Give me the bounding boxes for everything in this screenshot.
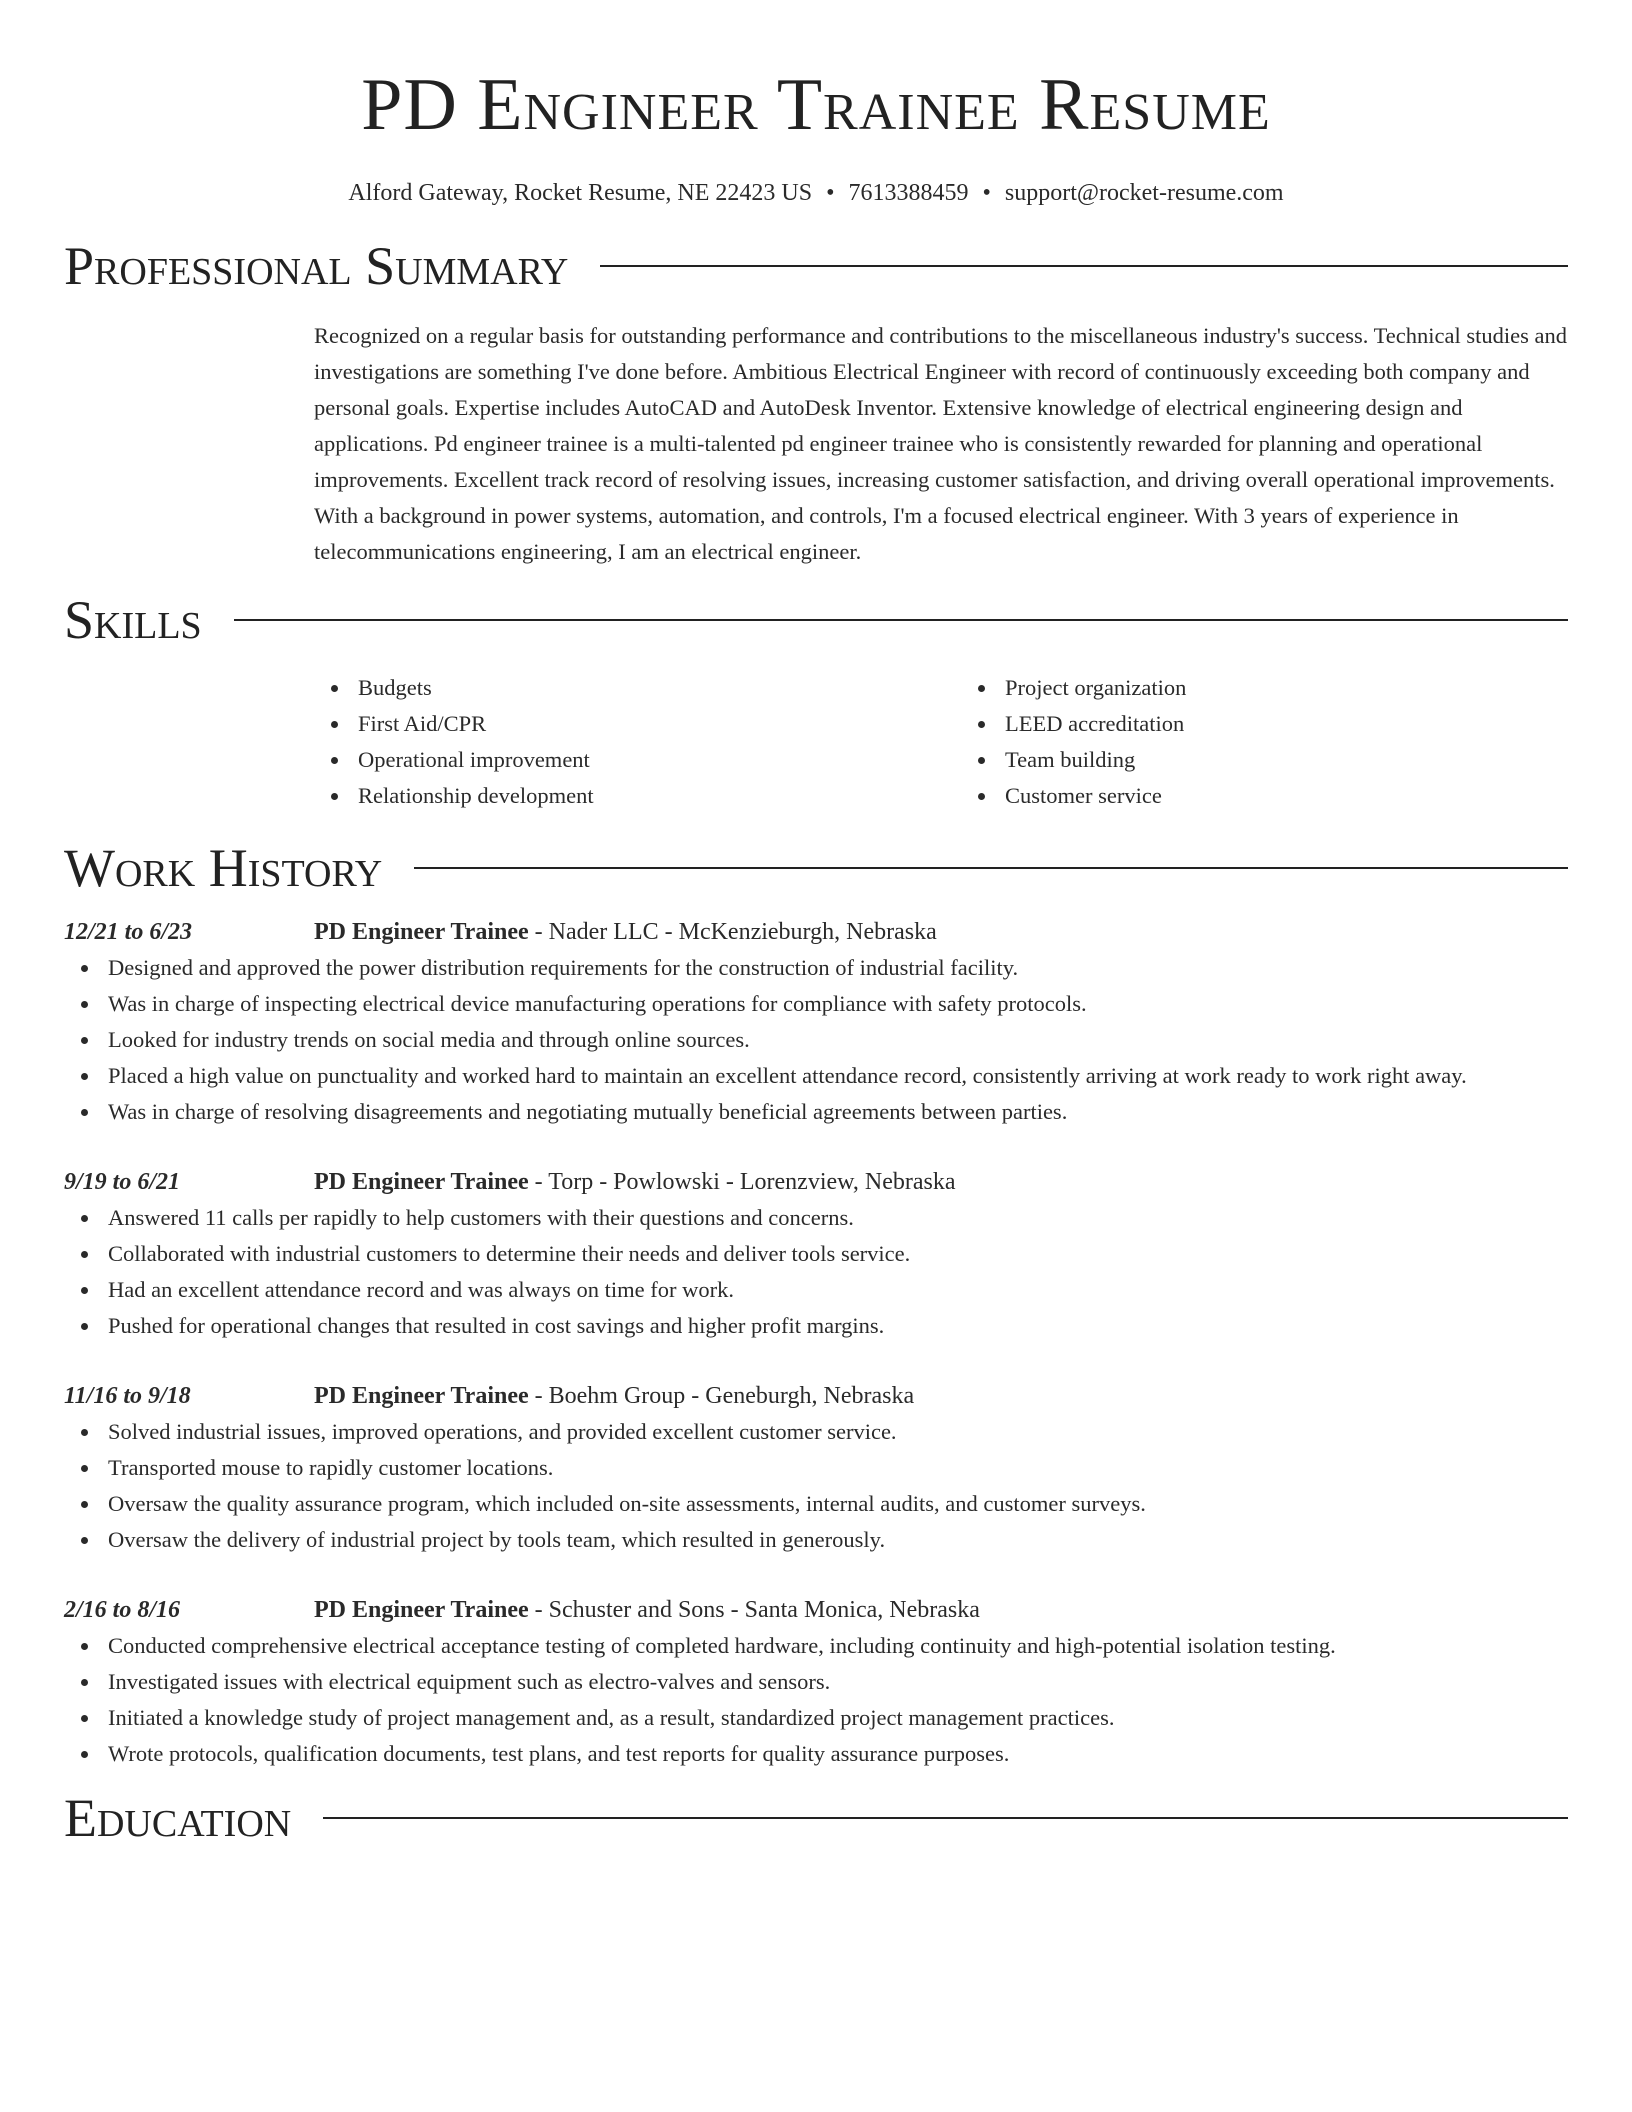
job-bullet: Investigated issues with electrical equipment such as electro-valves and sensors.	[108, 1664, 1568, 1700]
job-bullet: Initiated a knowledge study of project management and, as a result, standardized project management practices.	[108, 1700, 1568, 1736]
skill-item: Project organization	[1005, 670, 1568, 706]
job-entry	[64, 1164, 1568, 1344]
resume-name: PD Engineer Trainee Resume	[361, 64, 1271, 146]
job-title: PD Engineer Trainee	[314, 1169, 529, 1195]
job-bullet: Placed a high value on punctuality and worked hard to maintain an excellent attendance record, consistently arriving at work ready to work right away.	[108, 1058, 1568, 1094]
job-bullet: Was in charge of inspecting electrical device manufacturing operations for compliance with safety protocols.	[108, 986, 1568, 1022]
education-title: Education	[64, 1788, 292, 1848]
skills-section	[64, 590, 1568, 814]
contact-separator: •	[982, 180, 991, 206]
skill-item: Budgets	[358, 670, 921, 706]
work-heading	[64, 838, 1568, 898]
contact-email: support@rocket-resume.com	[1004, 180, 1284, 206]
job-details: - Nader LLC - McKenzieburgh, Nebraska	[528, 919, 937, 945]
resume-header	[64, 0, 1568, 208]
job-bullets	[64, 1628, 1568, 1772]
job-dates: 11/16 to 9/18	[64, 1383, 191, 1409]
job-bullet: Conducted comprehensive electrical acceptance testing of completed hardware, including continuity and high-potential isolation testing.	[108, 1628, 1568, 1664]
job-heading	[314, 1378, 1568, 1414]
job-bullet: Pushed for operational changes that resulted in cost savings and higher profit margins.	[108, 1308, 1568, 1344]
skill-item: Customer service	[1005, 778, 1568, 814]
job-bullet: Transported mouse to rapidly customer locations.	[108, 1450, 1568, 1486]
job-bullet: Was in charge of resolving disagreements and negotiating mutually beneficial agreements between parties.	[108, 1094, 1568, 1130]
skills-title: Skills	[64, 590, 202, 650]
work-title: Work History	[64, 838, 383, 898]
job-bullet: Oversaw the quality assurance program, which included on-site assessments, internal audits, and customer surveys.	[108, 1486, 1568, 1522]
skills-heading	[64, 590, 1568, 650]
section-divider	[600, 265, 1568, 267]
job-title: PD Engineer Trainee	[314, 1597, 529, 1623]
job-bullet: Wrote protocols, qualification documents, test plans, and test reports for quality assurance purposes.	[108, 1736, 1568, 1772]
work-section	[64, 838, 1568, 1772]
skill-item: LEED accreditation	[1005, 706, 1568, 742]
contact-phone: 7613388459	[848, 180, 969, 206]
job-heading	[314, 1164, 1568, 1200]
section-divider	[323, 1817, 1568, 1819]
job-bullet: Solved industrial issues, improved operations, and provided excellent customer service.	[108, 1414, 1568, 1450]
job-bullets	[64, 1414, 1568, 1558]
job-heading	[314, 1592, 1568, 1628]
job-bullet: Designed and approved the power distribution requirements for the construction of industrial facility.	[108, 950, 1568, 986]
skill-item: Operational improvement	[358, 742, 921, 778]
summary-text: Recognized on a regular basis for outstanding performance and contributions to the miscellaneous industry's success. Technical studies and investigations are something I've done before. Ambitious Electrical Engineer with record of continuously exceeding both company and personal goals. Expertise includes AutoCAD and AutoDesk Inventor. Extensive knowledge of electrical engineering design and applications. Pd engineer trainee is a multi-talented pd engineer trainee who is consistently rewarded for planning and operational improvements. Excellent track record of resolving issues, increasing customer satisfaction, and driving overall operational improvements. With a background in power systems, automation, and controls, I'm a focused electrical engineer. With 3 years of experience in telecommunications engineering, I am an electrical engineer.	[314, 323, 1567, 564]
job-details: - Schuster and Sons - Santa Monica, Nebraska	[528, 1597, 980, 1623]
education-heading	[64, 1788, 1568, 1848]
job-entry	[64, 1378, 1568, 1558]
contact-line	[64, 178, 1568, 208]
job-bullet: Looked for industry trends on social media and through online sources.	[108, 1022, 1568, 1058]
job-bullet: Oversaw the delivery of industrial project by tools team, which resulted in generously.	[108, 1522, 1568, 1558]
job-bullet: Answered 11 calls per rapidly to help customers with their questions and concerns.	[108, 1200, 1568, 1236]
summary-content	[314, 318, 1568, 570]
contact-separator: •	[826, 180, 835, 206]
job-bullet: Had an excellent attendance record and was always on time for work.	[108, 1272, 1568, 1308]
job-dates: 2/16 to 8/16	[64, 1597, 181, 1623]
job-details: - Torp - Powlowski - Lorenzview, Nebraska	[528, 1169, 956, 1195]
job-heading	[314, 914, 1568, 950]
skill-item: First Aid/CPR	[358, 706, 921, 742]
job-bullets	[64, 950, 1568, 1130]
job-details: - Boehm Group - Geneburgh, Nebraska	[528, 1383, 915, 1409]
skills-list-right	[961, 670, 1568, 814]
skill-item: Relationship development	[358, 778, 921, 814]
summary-title: Professional Summary	[64, 236, 569, 296]
education-section	[64, 1788, 1568, 1848]
job-entry	[64, 914, 1568, 1130]
job-dates: 12/21 to 6/23	[64, 919, 193, 945]
job-title: PD Engineer Trainee	[314, 1383, 529, 1409]
job-dates: 9/19 to 6/21	[64, 1169, 181, 1195]
job-bullet: Collaborated with industrial customers to determine their needs and deliver tools service.	[108, 1236, 1568, 1272]
job-bullets	[64, 1200, 1568, 1344]
summary-heading	[64, 236, 1568, 296]
contact-address: Alford Gateway, Rocket Resume, NE 22423 US	[348, 180, 813, 206]
section-divider	[234, 619, 1568, 621]
job-entry	[64, 1592, 1568, 1772]
skill-item: Team building	[1005, 742, 1568, 778]
job-title: PD Engineer Trainee	[314, 919, 529, 945]
skills-grid	[314, 670, 1568, 814]
summary-section	[64, 236, 1568, 570]
section-divider	[414, 867, 1568, 869]
skills-list-left	[314, 670, 921, 814]
